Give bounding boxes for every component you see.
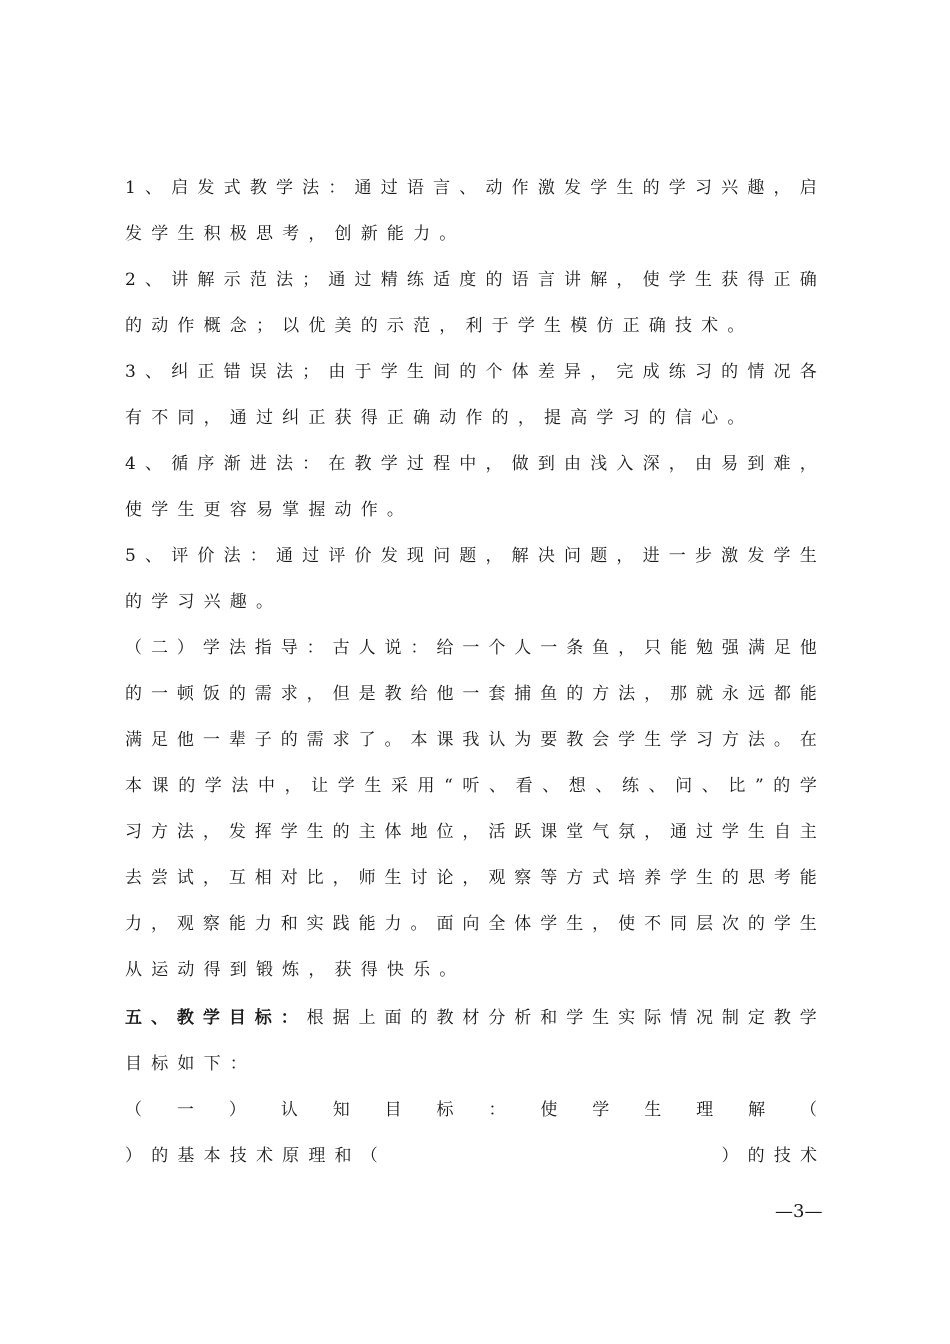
paragraph-line: 1 、 启 发 式 教 学 法 ： 通 过 语 言 、 动 作 激 发 学 生 的 学 习 兴 趣 ， 启 — [125, 178, 817, 198]
paragraph-line: 2 、 讲 解 示 范 法 ； 通 过 精 练 适 度 的 语 言 讲 解 ， 使 学 生 获 得 正 确 — [125, 270, 817, 290]
paragraph-line: 的 一 顿 饭 的 需 求 ， 但 是 教 给 他 一 套 捕 鱼 的 方 法 ， 那 就 永 远 都 能 — [125, 684, 817, 704]
paragraph-line: （ 一 ） 认 知 目 标 ： 使 学 生 理 解 （ — [125, 1100, 817, 1120]
paragraph-line: 有 不 同 ， 通 过 纠 正 获 得 正 确 动 作 的 ， 提 高 学 习 的 信 心 。 — [125, 408, 745, 428]
paragraph-line: 发 学 生 积 极 思 考 ， 创 新 能 力 。 — [125, 224, 457, 244]
paragraph-line: 去 尝 试 ， 互 相 对 比 ， 师 生 讨 论 ， 观 察 等 方 式 培 养 学 生 的 思 考 能 — [125, 868, 817, 888]
paragraph-line: 的 动 作 概 念 ； 以 优 美 的 示 范 ， 利 于 学 生 模 仿 正 确 技 术 。 — [125, 316, 745, 336]
section-heading-teaching-goals: 五 、 教 学 目 标 ： 根 据 上 面 的 教 材 分 析 和 学 生 实 际 情 况 制 定 教 学 — [125, 1008, 817, 1028]
paragraph-line: 目 标 如 下 ： — [125, 1054, 247, 1074]
paragraph-line: 3 、 纠 正 错 误 法 ； 由 于 学 生 间 的 个 体 差 异 ， 完 成 练 习 的 情 况 各 — [125, 362, 817, 382]
paragraph-line: 使 学 生 更 容 易 掌 握 动 作 。 — [125, 500, 404, 520]
paragraph-line: 5 、 评 价 法 ： 通 过 评 价 发 现 问 题 ， 解 决 问 题 ， 进 一 步 激 发 学 生 — [125, 546, 817, 566]
paragraph-line: （ 二 ） 学 法 指 导 ： 古 人 说 ： 给 一 个 人 一 条 鱼 ， 只 能 勉 强 满 足 他 — [125, 638, 817, 658]
paragraph-line: 从 运 动 得 到 锻 炼 ， 获 得 快 乐 。 — [125, 960, 457, 980]
paragraph-line: 习 方 法 ， 发 挥 学 生 的 主 体 地 位 ， 活 跃 课 堂 气 氛 ， 通 过 学 生 自 主 — [125, 822, 817, 842]
paragraph-line — [125, 1144, 817, 1168]
goal-line-end: ） 的 技 术 — [721, 1146, 817, 1166]
paragraph-line: 本 课 的 学 法 中 ， 让 学 生 采 用 “ 听 、 看 、 想 、 练 、 问 、 比 ” 的 学 — [125, 776, 817, 796]
paragraph-line: 的 学 习 兴 趣 。 — [125, 592, 273, 612]
goal-line-start: ） 的 基 本 技 术 原 理 和 （ — [125, 1146, 378, 1166]
paragraph-line: 4 、 循 序 渐 进 法 ： 在 教 学 过 程 中 ， 做 到 由 浅 入 深 ， 由 易 到 难 ， — [125, 454, 817, 474]
page-number: —3— — [775, 1201, 823, 1222]
paragraph-line: 满 足 他 一 辈 子 的 需 求 了 。 本 课 我 认 为 要 教 会 学 生 学 习 方 法 。 在 — [125, 730, 817, 750]
paragraph-line: 力 ， 观 察 能 力 和 实 践 能 力 。 面 向 全 体 学 生 ， 使 不 同 层 次 的 学 生 — [125, 914, 817, 934]
